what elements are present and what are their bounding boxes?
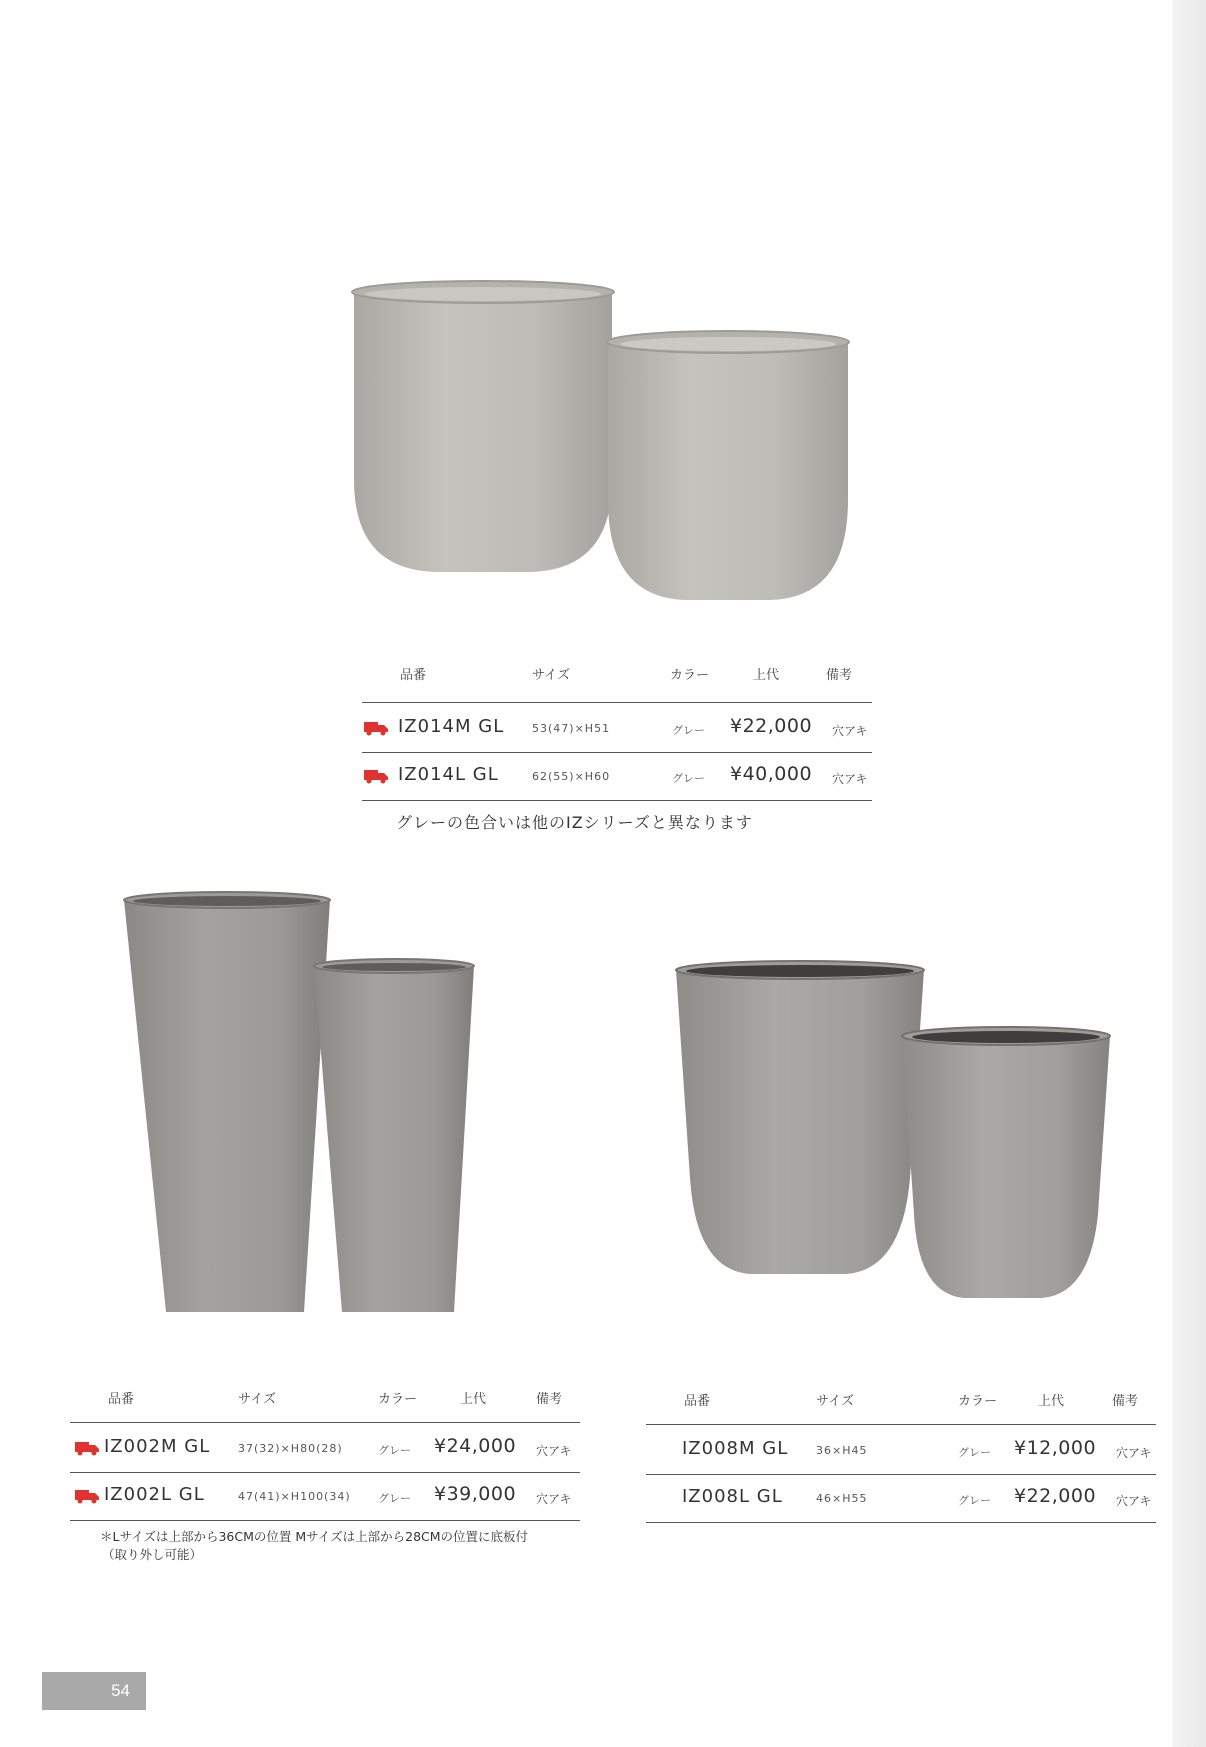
- header-color: カラー: [670, 668, 710, 683]
- product-code: IZ002M GL: [104, 1436, 211, 1457]
- header-note: 備考: [536, 1392, 563, 1407]
- product-code: IZ002L GL: [104, 1484, 205, 1505]
- table-row: [646, 1426, 1156, 1474]
- header-price: 上代: [1038, 1394, 1065, 1409]
- product-color: グレー: [958, 1446, 991, 1459]
- product-size: 46×H55: [816, 1492, 868, 1505]
- product-price: ¥24,000: [434, 1435, 517, 1457]
- page-number: 54: [42, 1672, 146, 1710]
- product-size: 53(47)×H51: [532, 722, 611, 735]
- product-price: ¥40,000: [730, 763, 813, 785]
- product-price: ¥12,000: [1014, 1437, 1097, 1459]
- table-row: [362, 704, 872, 752]
- truck-icon: [75, 1488, 99, 1504]
- rule: [646, 1474, 1156, 1475]
- footnote-line: ＊Lサイズは上部から36CMの位置 Mサイズは上部から28CMの位置に底板付: [100, 1529, 529, 1544]
- pot-bowl-small: [902, 1036, 1110, 1298]
- pot-tall-small: [314, 966, 474, 1312]
- rule: [70, 1520, 580, 1521]
- pot-large: [354, 292, 612, 572]
- table-row: [646, 1476, 1156, 1524]
- table-row: [70, 1474, 580, 1522]
- table-row: [362, 754, 872, 802]
- product-color: グレー: [672, 772, 705, 785]
- spec-table-iz002: [70, 1388, 580, 1528]
- header-code: 品番: [108, 1392, 135, 1407]
- product-size: 36×H45: [816, 1444, 868, 1457]
- footnote-iz002: [100, 1528, 600, 1564]
- header-code: 品番: [684, 1394, 711, 1409]
- header-code: 品番: [400, 668, 427, 683]
- header-size: サイズ: [816, 1394, 854, 1409]
- rule: [70, 1472, 580, 1473]
- product-price: ¥22,000: [1014, 1485, 1097, 1507]
- table-row: [70, 1424, 580, 1472]
- product-price: ¥22,000: [730, 715, 813, 737]
- header-size: サイズ: [238, 1392, 276, 1407]
- header-note: 備考: [1112, 1394, 1139, 1409]
- spec-table-iz014: [362, 664, 872, 804]
- pot-medium: [608, 342, 848, 600]
- header-price: 上代: [460, 1392, 487, 1407]
- product-note: 穴アキ: [536, 1492, 572, 1506]
- product-color: グレー: [958, 1494, 991, 1507]
- product-size: 37(32)×H80(28): [238, 1442, 343, 1455]
- product-photo-iz014: [340, 280, 860, 610]
- product-note: 穴アキ: [832, 724, 868, 738]
- product-code: IZ014L GL: [398, 764, 499, 785]
- caption-iz014: グレーの色合いは他のIZシリーズと異なります: [396, 813, 753, 832]
- rule: [362, 752, 872, 753]
- product-photo-iz008: [670, 958, 1120, 1308]
- page-edge-shadow: [1172, 0, 1206, 1747]
- product-color: グレー: [378, 1492, 411, 1505]
- product-note: 穴アキ: [1116, 1446, 1152, 1460]
- header-color: カラー: [378, 1392, 418, 1407]
- truck-icon: [364, 768, 388, 784]
- product-size: 47(41)×H100(34): [238, 1490, 351, 1503]
- header-size: サイズ: [532, 668, 570, 683]
- header-note: 備考: [826, 668, 853, 683]
- product-note: 穴アキ: [536, 1444, 572, 1458]
- header-price: 上代: [753, 668, 780, 683]
- product-code: IZ008L GL: [682, 1486, 783, 1507]
- product-note: 穴アキ: [832, 772, 868, 786]
- product-size: 62(55)×H60: [532, 770, 611, 783]
- truck-icon: [364, 720, 388, 736]
- product-price: ¥39,000: [434, 1483, 517, 1505]
- rule: [70, 1422, 580, 1423]
- product-code: IZ014M GL: [398, 716, 505, 737]
- pot-tall: [124, 900, 330, 1312]
- product-color: グレー: [378, 1444, 411, 1457]
- product-code: IZ008M GL: [682, 1438, 789, 1459]
- header-color: カラー: [958, 1394, 998, 1409]
- rule: [646, 1424, 1156, 1425]
- product-photo-iz002: [120, 890, 480, 1320]
- product-note: 穴アキ: [1116, 1494, 1152, 1508]
- pot-bowl-large: [676, 970, 924, 1274]
- product-color: グレー: [672, 724, 705, 737]
- footnote-line: （取り外し可能）: [102, 1547, 203, 1562]
- rule: [646, 1522, 1156, 1523]
- spec-table-iz008: [646, 1390, 1156, 1530]
- rule: [362, 800, 872, 801]
- truck-icon: [75, 1440, 99, 1456]
- rule: [362, 702, 872, 703]
